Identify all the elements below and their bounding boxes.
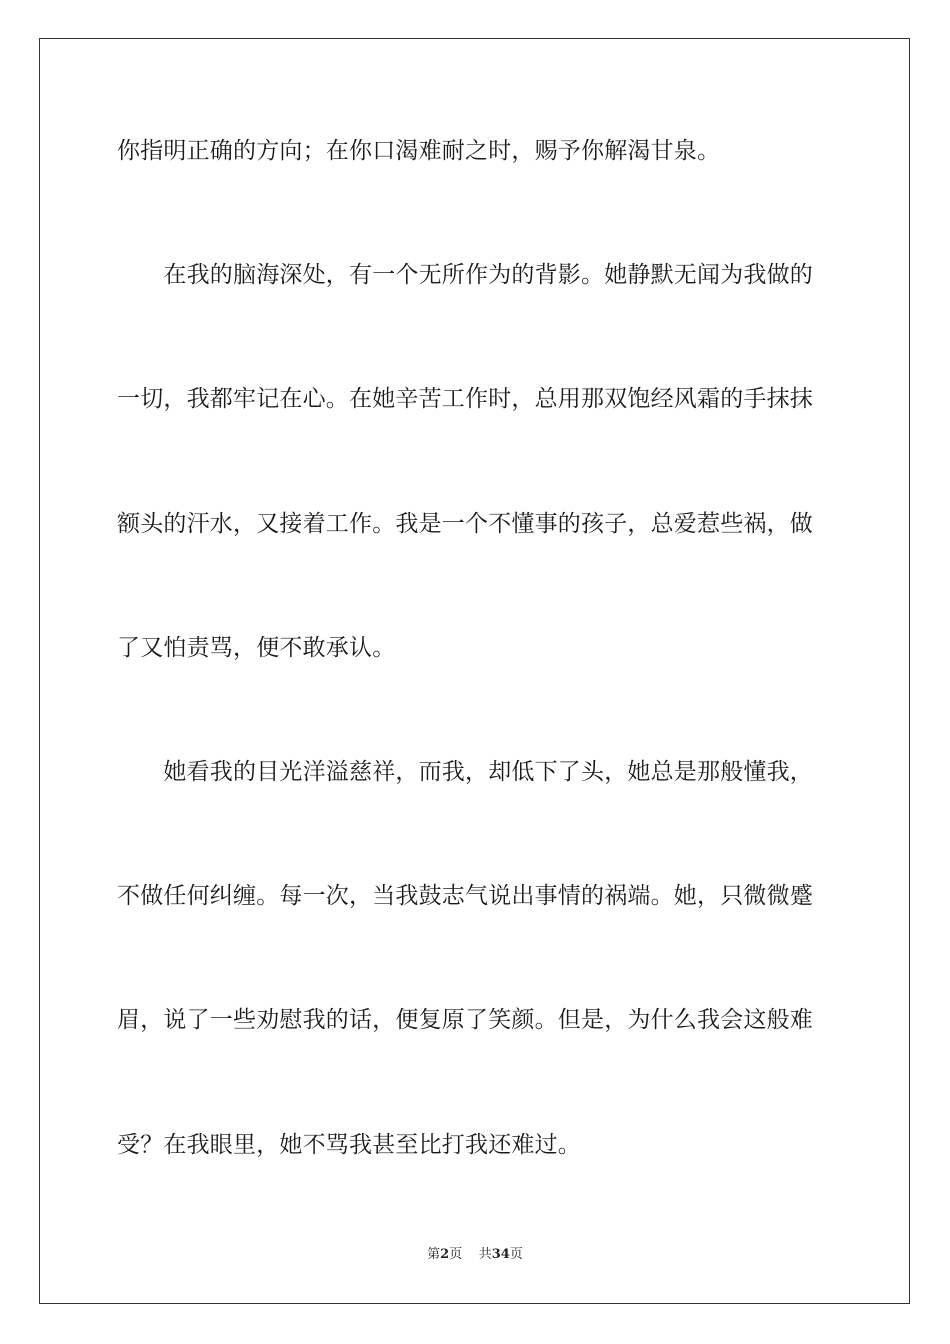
body-text-line: 她看我的目光洋溢慈祥，而我，却低下了头，她总是那般懂我， bbox=[117, 759, 813, 785]
total-pages-suffix: 页 bbox=[509, 1247, 523, 1262]
page-number-prefix: 第 bbox=[427, 1247, 441, 1262]
total-pages-prefix: 共 bbox=[478, 1247, 492, 1262]
body-text-line: 额头的汗水，又接着工作。我是一个不懂事的孩子，总爱惹些祸，做 bbox=[117, 511, 813, 537]
body-text-line: 在我的脑海深处，有一个无所作为的背影。她静默无闻为我做的 bbox=[117, 262, 813, 288]
body-text-line: 不做任何纠缠。每一次，当我鼓志气说出事情的祸端。她，只微微蹙 bbox=[117, 883, 813, 909]
page-number-suffix: 页 bbox=[449, 1247, 463, 1262]
body-text-line: 你指明正确的方向；在你口渴难耐之时，赐予你解渴甘泉。 bbox=[117, 138, 721, 164]
page-number: 2 bbox=[440, 1247, 450, 1262]
body-text-line: 眉，说了一些劝慰我的话，便复原了笑颜。但是，为什么我会这般难 bbox=[117, 1007, 813, 1033]
page-footer bbox=[0, 1246, 950, 1264]
body-text-line: 受？在我眼里，她不骂我甚至比打我还难过。 bbox=[117, 1132, 581, 1158]
page-border bbox=[39, 38, 910, 1304]
total-pages: 34 bbox=[491, 1247, 510, 1262]
body-text-line: 一切，我都牢记在心。在她辛苦工作时，总用那双饱经风霜的手抹抹 bbox=[117, 386, 813, 412]
body-text-line: 了又怕责骂，便不敢承认。 bbox=[117, 635, 396, 661]
